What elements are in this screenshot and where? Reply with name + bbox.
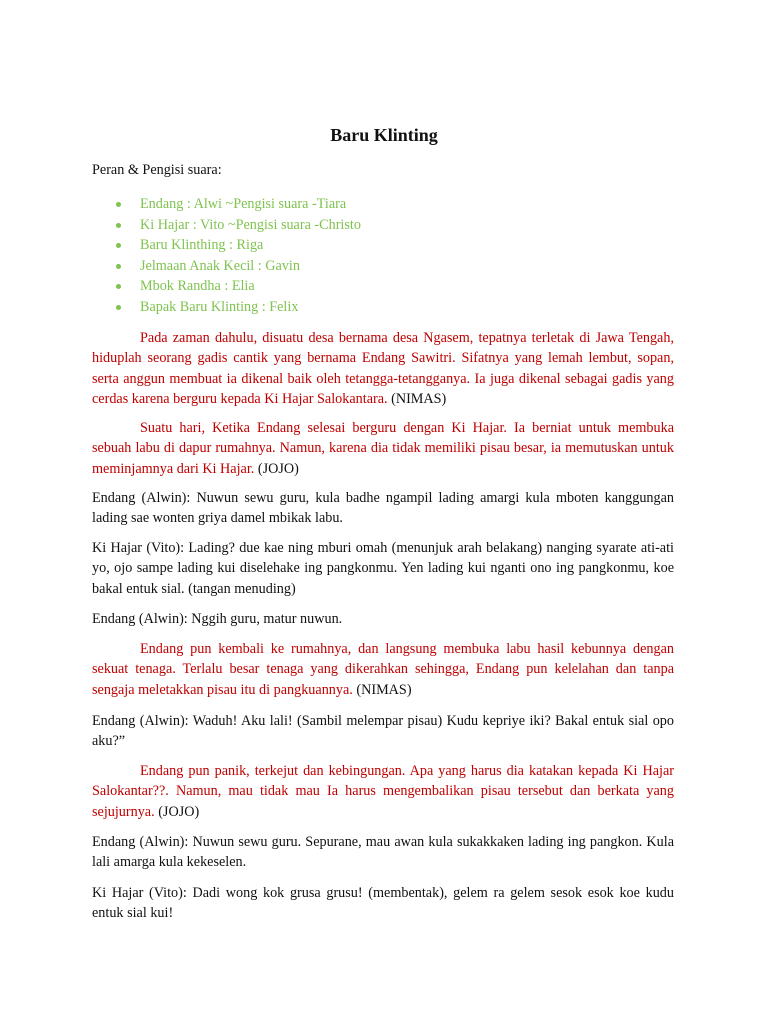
dialogue-paragraph: Ki Hajar (Vito): Lading? due kae ning mburi omah (menunjuk arah belakang) nanging syarate ati-ati yo, ojo sampe lading kui diselehake ing pangkonmu. Yen lading kui nganti ono ing pangkonmu, koe bakal entuk sial. (tangan menuding) xyxy=(92,540,674,597)
narration-paragraph xyxy=(92,639,674,700)
page-title: Baru Klinting xyxy=(330,125,438,145)
narration-text: Pada zaman dahulu, disuatu desa bernama desa Ngasem, tepatnya terletak di Jawa Tengah, hiduplah seorang gadis cantik yang bernama Endang Sawitri. Sifatnya yang lemah lembut, sopan, serta anggun membuat ia dikenal baik oleh tetangga-tetangganya. Ia juga dikenal sebagai gadis yang cerdas karena berguru kepada Ki Hajar Salokantara. xyxy=(92,330,674,407)
dialogue-paragraph: Endang (Alwin): Nuwun sewu guru. Sepurane, mau awan kula sukakkaken lading ing pangkon. Kula lali amarga kula kekeselen. xyxy=(92,834,674,871)
list-item: Endang : Alwi ~Pengisi suara -Tiara xyxy=(92,194,361,215)
narration-text: Endang pun kembali ke rumahnya, dan langsung membuka labu hasil kebunnya dengan sekuat tenaga. Terlalu besar tenaga yang dikerahkan sehingga, Endang pun kelelahan dan tanpa sengaja meletakkan pisau itu di pangkuannya. xyxy=(92,641,674,698)
list-item: Bapak Baru Klinting : Felix xyxy=(92,297,361,318)
dialogue-paragraph: Endang (Alwin): Nuwun sewu guru, kula badhe ngampil lading amargi kula mboten kanggungan lading sae wonten griya damel mbikak labu. xyxy=(92,490,674,527)
narration-text: Suatu hari, Ketika Endang selesai berguru dengan Ki Hajar. Ia berniat untuk membuka sebuah labu di dapur rumahnya. Namun, karena dia tidak memiliki pisau besar, ia memutuskan untuk meminjamnya dari Ki Hajar. xyxy=(92,420,674,477)
list-item: Mbok Randha : Elia xyxy=(92,276,361,297)
list-item: Jelmaan Anak Kecil : Gavin xyxy=(92,256,361,277)
narration-paragraph xyxy=(92,761,674,822)
dialogue-paragraph: Endang (Alwin): Waduh! Aku lali! (Sambil melempar pisau) Kudu kepriye iki? Bakal entuk sial opo aku?” xyxy=(92,713,674,750)
narrator-tag: (JOJO) xyxy=(257,460,299,477)
dialogue-paragraph: Ki Hajar (Vito): Dadi wong kok grusa grusu! (membentak), gelem ra gelem sesok esok koe kudu entuk sial kui! xyxy=(92,885,674,922)
narrator-tag: (JOJO) xyxy=(158,803,200,820)
roles-list xyxy=(92,194,361,317)
list-item: Ki Hajar : Vito ~Pengisi suara -Christo xyxy=(92,215,361,236)
list-item: Baru Klinthing : Riga xyxy=(92,235,361,256)
dialogue-paragraph: Endang (Alwin): Nggih guru, matur nuwun. xyxy=(92,611,343,627)
narration-paragraph xyxy=(92,418,674,479)
roles-heading: Peran & Pengisi suara: xyxy=(92,162,222,178)
narrator-tag: (NIMAS) xyxy=(391,390,447,407)
narrator-tag: (NIMAS) xyxy=(356,681,412,698)
narration-paragraph xyxy=(92,328,674,409)
narration-text: Endang pun panik, terkejut dan kebingungan. Apa yang harus dia katakan kepada Ki Hajar Salokantar??. Namun, mau tidak mau Ia harus mengembalikan pisau tersebut dan berkata yang sejujurnya. xyxy=(92,763,674,820)
